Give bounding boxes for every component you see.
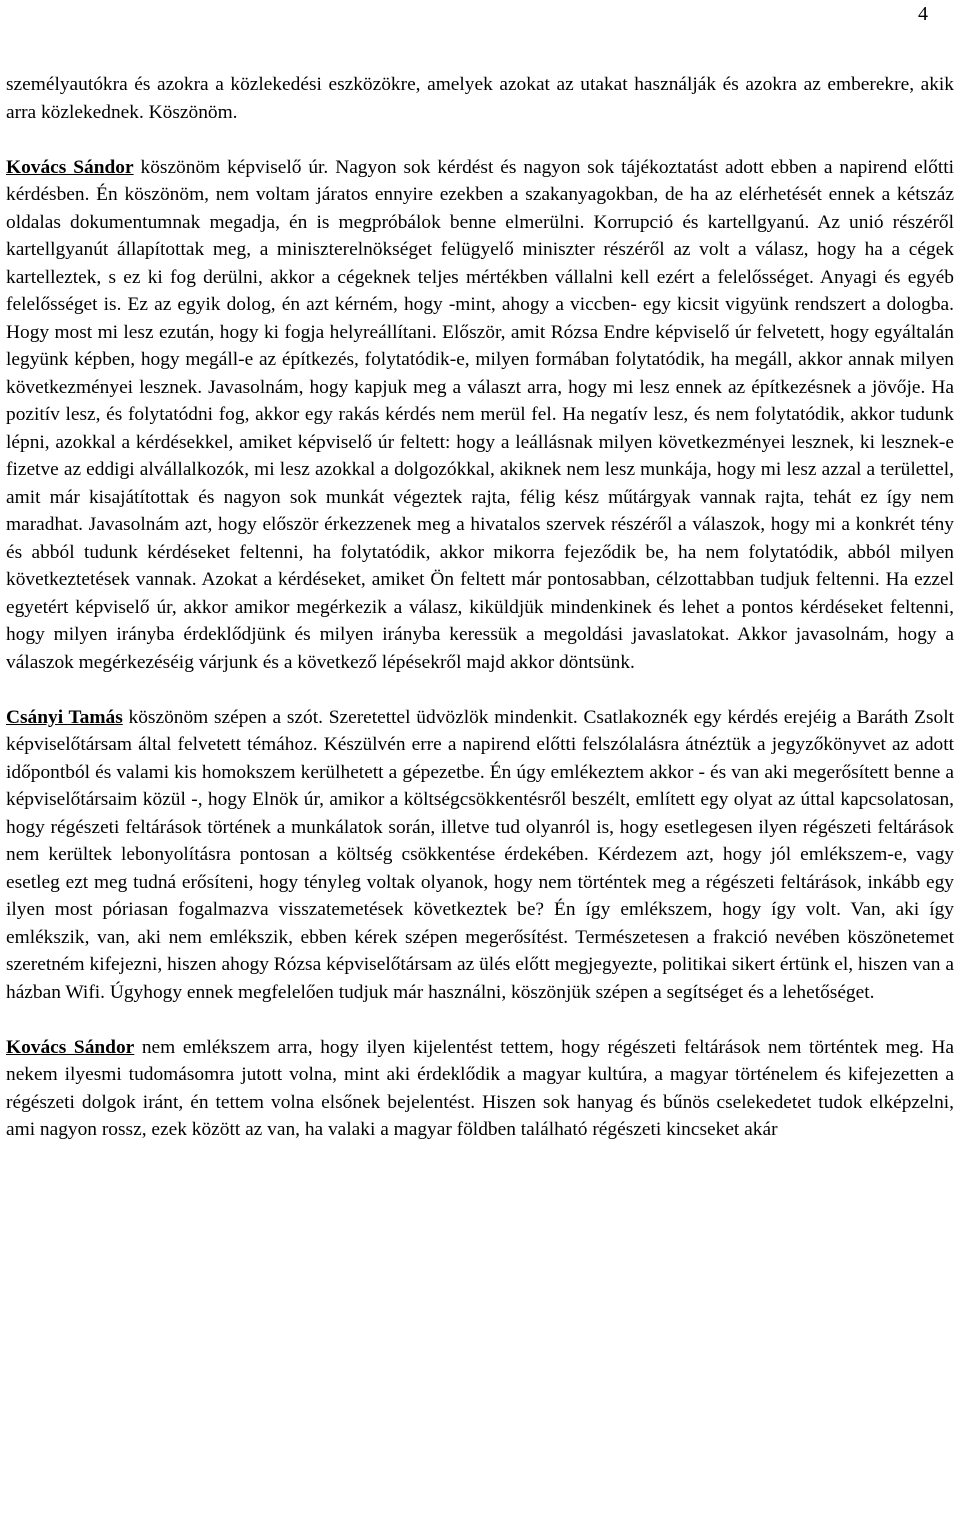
speaker-name: Csányi Tamás bbox=[6, 706, 123, 728]
paragraph-text: köszönöm képviselő úr. Nagyon sok kérdést és nagyon sok tájékoztatást adott ebben a napirend előtti kérdésben. Én köszönöm, nem voltam járatos ennyire ezekben a szakanyagokban, de ha az elérhetését ennek a kétszáz oldalas dokumentumnak megadja, én is megpróbálok benne elmerülni. Korrupció és kartellgyanú. Az unió részéről kartellgyanút állapítottak meg, a miniszterelnökséget felügyelő miniszter részéről az volt a válasz, hogy ha a cégek kartelleztek, s ez ki fog derülni, akkor a cégeknek teljes mértékben vállalni kell ezért a felelősséget. Anyagi és egyéb felelősséget is. Ez az egyik dolog, én azt kérném, hogy -mint, ahogy a viccben- egy kicsit vigyünk rendszert a dologba. Hogy most mi lesz ezután, hogy ki fogja helyreállítani. Először, amit Rózsa Endre képviselő úr felvetett, hogy egyáltalán legyünk képben, hogy megáll-e az építkezés, folytatódik-e, milyen formában folytatódik, ha megáll, akkor annak milyen következményei lesznek. Javasolnám, hogy kapjuk meg a választ arra, hogy mi lesz ennek az építkezésnek a jövője. Ha pozitív lesz, és folytatódni fog, akkor egy rakás kérdés nem merül fel. Ha negatív lesz, és nem folytatódik, akkor tudunk lépni, azokkal a kérdésekkel, amiket képviselő úr feltett: hogy a leállásnak milyen következményei lesznek, ki lesznek-e fizetve az eddigi alvállalkozók, mi lesz azokkal a dolgozókkal, akiknek nem lesz munkája, hogy mi lesz azzal a területtel, amit már kisajátítottak és nagyon sok munkát végeztek rajta, félig kész műtárgyak vannak rajta, tehát ez így nem maradhat. Javasolnám azt, hogy először érkezzenek meg a hivatalos szervek részéről a válaszok, hogy mi a konkrét tény és abból tudunk kérdéseket feltenni, ha folytatódik, akkor mikorra fejeződik be, ha nem folytatódik, abból milyen következtetések vannak. Azokat a kérdéseket, amiket Ön feltett már pontosabban, célzottabban tudjuk feltenni. Ha ezzel egyetért képviselő úr, akkor amikor megérkezik a válasz, kiküldjük mindenkinek és lehet a pontos kérdéseket feltenni, hogy milyen irányba érdeklődjünk és milyen irányba keressük a megoldási javaslatokat. Akkor javasolnám, hogy a válaszok megérkezéséig várjunk és a következő lépésekről majd akkor döntsünk. bbox=[6, 156, 954, 673]
document-body bbox=[6, 71, 954, 1171]
paragraph-continuation bbox=[6, 71, 954, 126]
paragraph-kovacs-2 bbox=[6, 1034, 954, 1144]
speaker-name: Kovács Sándor bbox=[6, 156, 134, 178]
paragraph-text: személyautókra és azokra a közlekedési eszközökre, amelyek azokat az utakat használják és azokra az emberekre, akik arra közlekednek. Köszönöm. bbox=[6, 74, 954, 123]
paragraph-kovacs-1 bbox=[6, 154, 954, 677]
speaker-name: Kovács Sándor bbox=[6, 1036, 135, 1058]
page-number: 4 bbox=[918, 3, 928, 25]
paragraph-text: nem emlékszem arra, hogy ilyen kijelentést tettem, hogy régészeti feltárások nem történtek meg. Ha nekem ilyesmi tudomásomra jutott volna, mint aki érdeklődik a magyar kultúra, a magyar történelem és kifejezetten a régészeti dolgok iránt, én tettem volna elsőnek bejelentést. Hiszen sok hanyag és bűnös cselekedetet tudok elképzelni, ami nagyon rossz, ezek között az van, ha valaki a magyar földben található régészeti kincseket akár bbox=[6, 1036, 954, 1140]
paragraph-csanyi bbox=[6, 704, 954, 1007]
paragraph-text: köszönöm szépen a szót. Szeretettel üdvözlök mindenkit. Csatlakoznék egy kérdés erejéig a Baráth Zsolt képviselőtársam által felvetett témához. Készülvén erre a napirend előtti felszólalásra átnéztük a jegyzőkönyvet az adott időpontból és valami kis homokszem kerülhetett a gépezetbe. Én úgy emlékeztem akkor - és van aki megerősített benne a képviselőtársaim közül -, hogy Elnök úr, amikor a költségcsökkentésről beszélt, említett egy olyat az úttal kapcsolatosan, hogy régészeti feltárások történek a munkálatok során, illetve tud olyanról is, hogy esetlegesen ilyen régészeti feltárások nem kerültek lebonyolításra pontosan a költség csökkentése érdekében. Kérdezem azt, hogy jól emlékszem-e, vagy esetleg ezt meg tudná erősíteni, hogy tényleg voltak olyanok, hogy nem történtek meg a régészeti feltárások, inkább egy ilyen most póriasan fogalmazva visszatemetések következtek be? Én így emlékszem, hogy így volt. Van, aki így emlékszik, van, aki nem emlékszik, ebben kérek szépen megerősítést. Természetesen a frakció nevében köszönetemet szeretném kifejezni, hiszen ahogy Rózsa képviselőtársam az ülés előtt megjegyezte, politikai sikert értünk el, hiszen van a házban Wifi. Úgyhogy ennek megfelelően tudjuk már használni, köszönjük szépen a segítséget és a lehetőséget. bbox=[6, 706, 954, 1003]
